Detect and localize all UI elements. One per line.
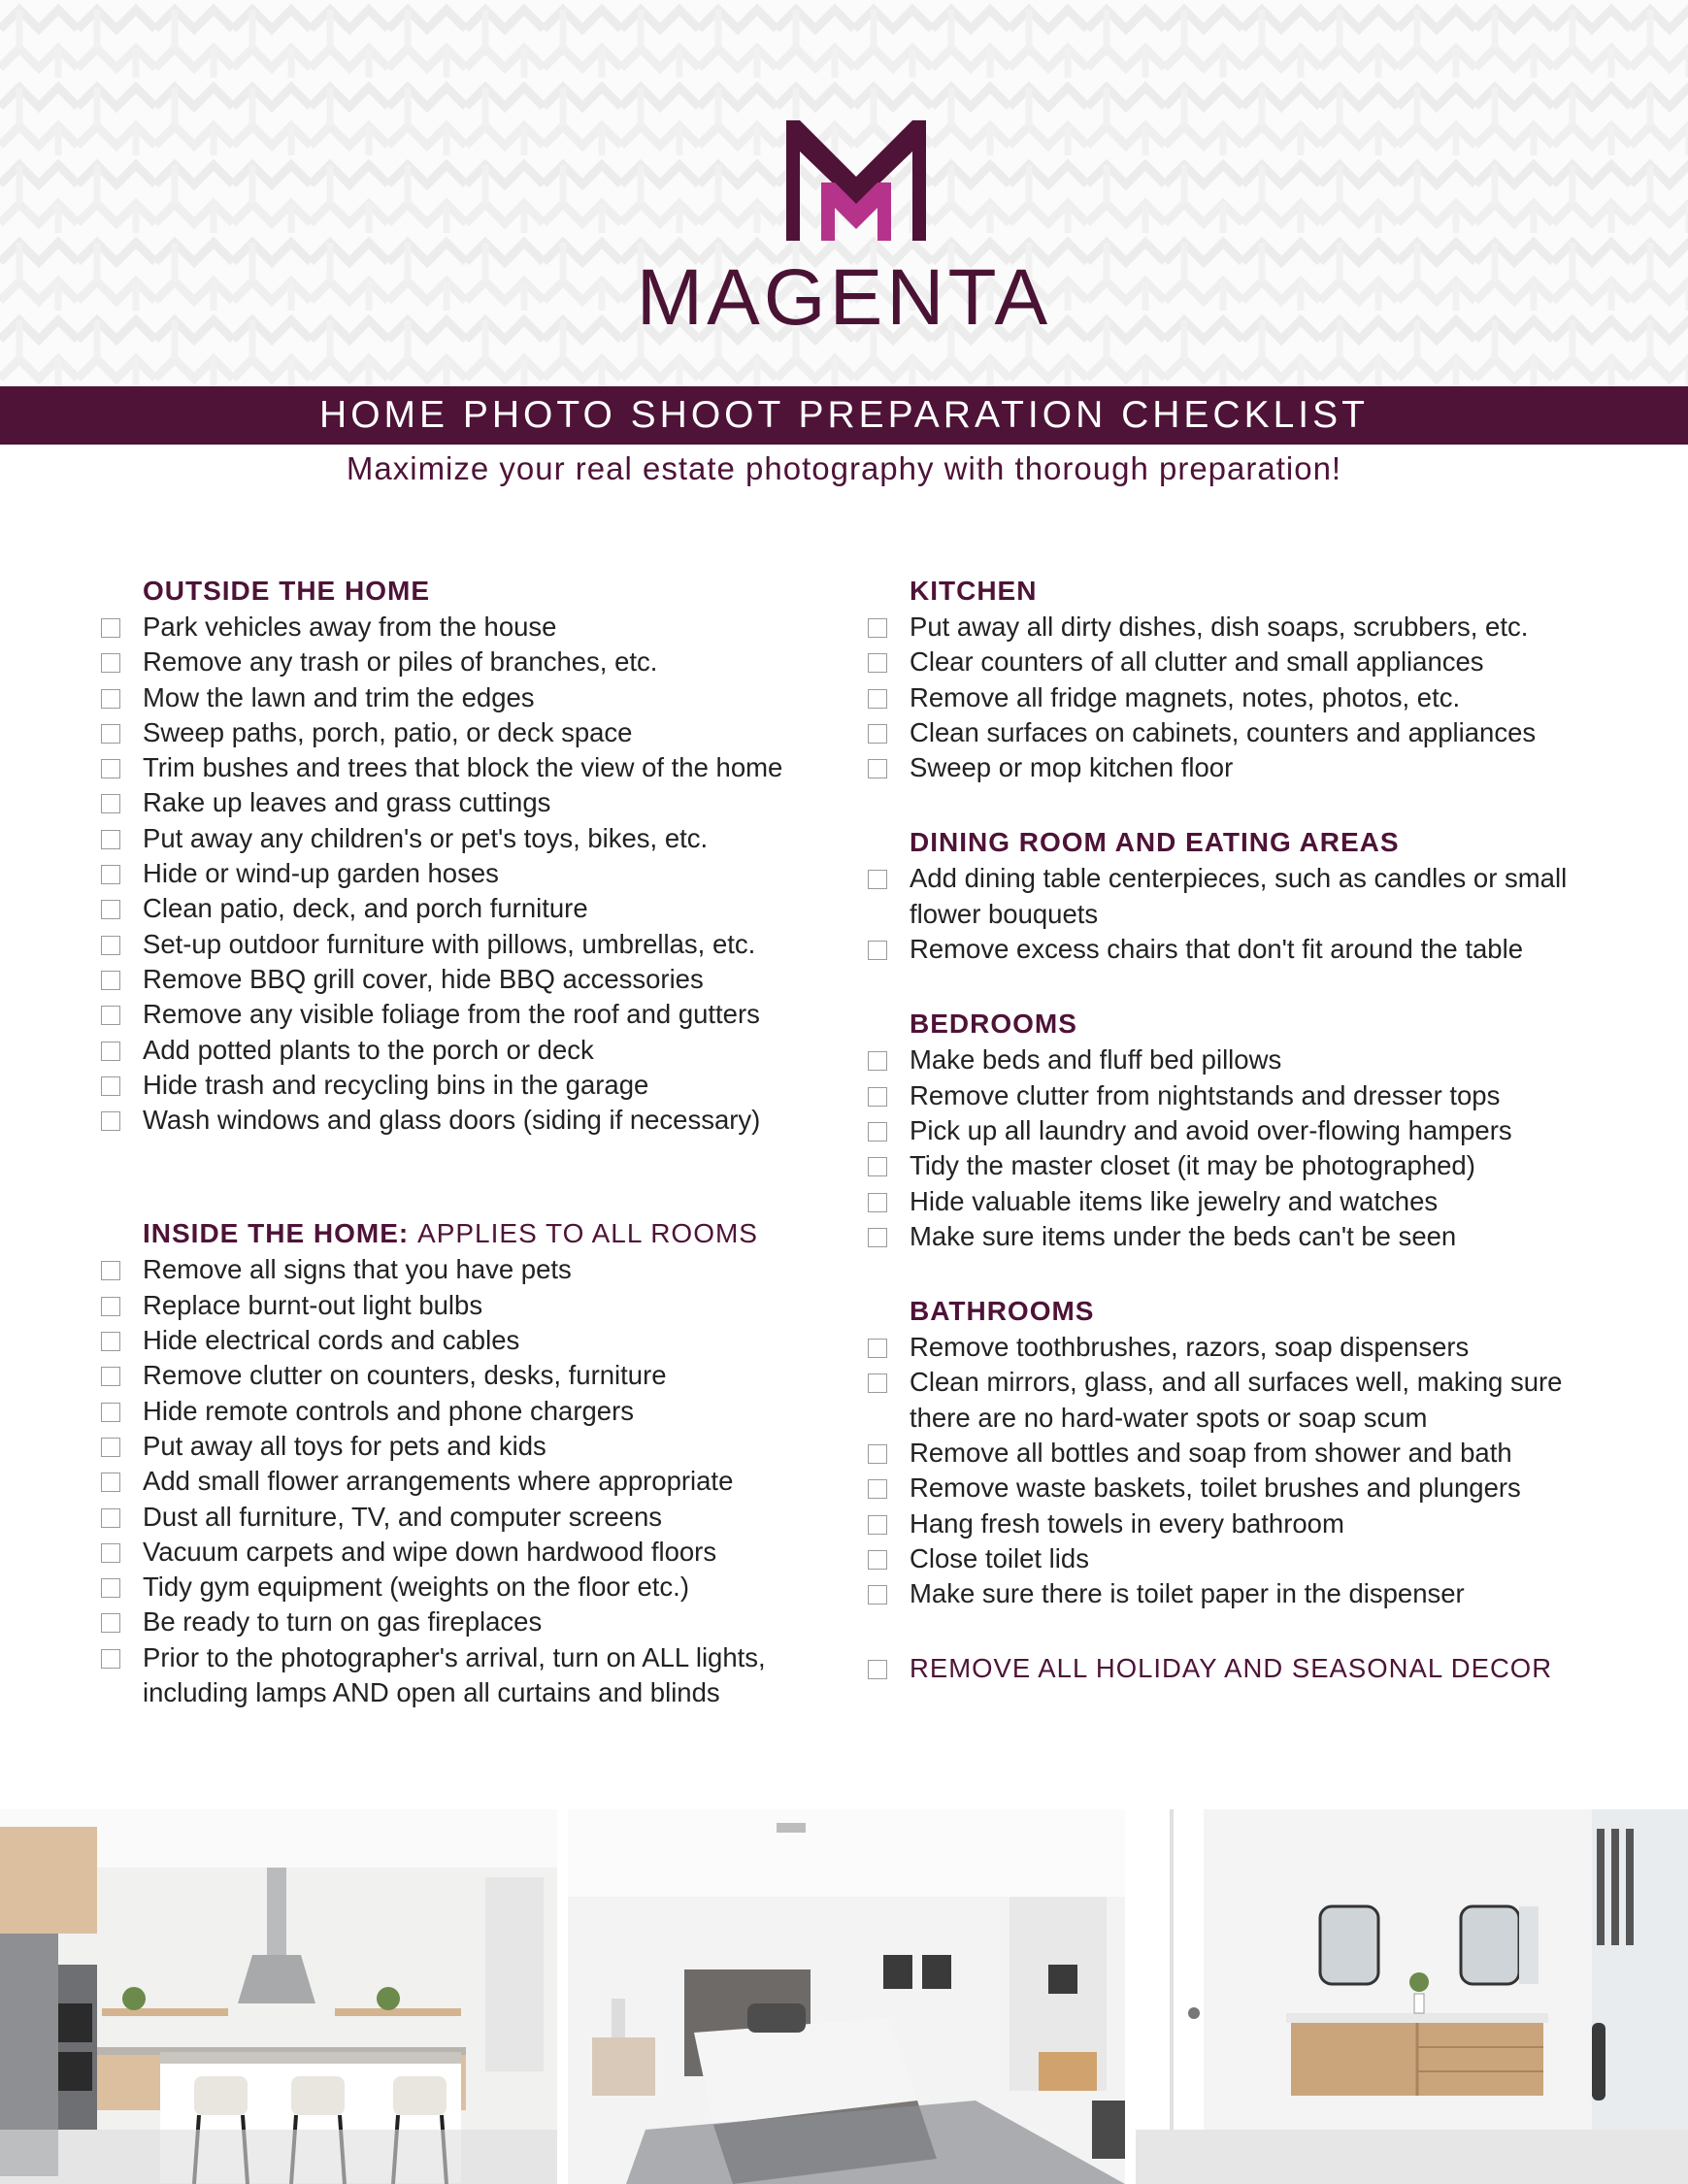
list-item — [101, 1394, 839, 1429]
checkbox[interactable] — [101, 1261, 120, 1280]
checkbox[interactable] — [101, 865, 120, 884]
checkbox[interactable] — [101, 1649, 120, 1669]
checkbox[interactable] — [868, 1373, 887, 1393]
checkbox[interactable] — [101, 1006, 120, 1025]
section-bathrooms — [868, 1293, 1605, 1611]
checkbox[interactable] — [868, 1660, 887, 1679]
checkbox[interactable] — [868, 1051, 887, 1071]
checkbox[interactable] — [101, 1367, 120, 1386]
item-label: Make beds and fluff bed pillows — [910, 1044, 1282, 1075]
item-label: Remove clutter from nightstands and dresser tops — [910, 1079, 1501, 1110]
checkbox[interactable] — [868, 1122, 887, 1142]
checkbox[interactable] — [868, 653, 887, 673]
item-label: Remove clutter on counters, desks, furniture — [143, 1360, 667, 1391]
checkbox[interactable] — [101, 724, 120, 744]
item-label: Put away any children's or pet's toys, bikes, etc. — [143, 822, 709, 853]
bedroom-photo — [568, 1809, 1125, 2184]
item-label: Put away all dirty dishes, dish soaps, scrubbers, etc. — [910, 612, 1529, 642]
item-label: Vacuum carpets and wipe down hardwood floors — [143, 1536, 717, 1567]
checkbox[interactable] — [101, 618, 120, 638]
list-item — [868, 1365, 1605, 1436]
item-label: Remove all signs that you have pets — [143, 1254, 572, 1285]
list-item — [868, 1506, 1605, 1541]
list-item — [868, 1148, 1605, 1183]
item-label: Replace burnt-out light bulbs — [143, 1289, 483, 1320]
holiday-decor-label: REMOVE ALL HOLIDAY AND SEASONAL DECOR — [910, 1652, 1553, 1683]
item-label: Remove excess chairs that don't fit around the table — [910, 934, 1523, 965]
spacer — [868, 785, 1605, 824]
list-item — [868, 645, 1605, 679]
list-item — [101, 750, 839, 785]
item-label: Hide remote controls and phone chargers — [143, 1395, 634, 1426]
list-item — [101, 1252, 839, 1287]
list-item — [101, 927, 839, 962]
list-item — [868, 1113, 1605, 1148]
item-label: Wash windows and glass doors (siding if necessary) — [143, 1105, 761, 1136]
kitchen-photo — [0, 1809, 557, 2184]
item-label: Mow the lawn and trim the edges — [143, 681, 535, 712]
checklist-kitchen — [868, 610, 1605, 785]
list-item — [868, 932, 1605, 967]
checkbox[interactable] — [868, 618, 887, 638]
item-label: Remove BBQ grill cover, hide BBQ accessories — [143, 963, 704, 994]
item-label: Make sure there is toilet paper in the dispenser — [910, 1578, 1465, 1609]
page-title: HOME PHOTO SHOOT PREPARATION CHECKLIST — [319, 394, 1369, 436]
section-title-bathrooms: BATHROOMS — [910, 1296, 1095, 1327]
list-item — [101, 1323, 839, 1358]
item-label: Sweep paths, porch, patio, or deck space — [143, 716, 633, 747]
section-title-outside: OUTSIDE THE HOME — [143, 576, 431, 606]
checkbox[interactable] — [101, 1578, 120, 1598]
item-label: Hide electrical cords and cables — [143, 1325, 520, 1356]
list-item — [101, 962, 839, 997]
section-title-dining: DINING ROOM AND EATING AREAS — [910, 827, 1400, 858]
right-column — [868, 573, 1605, 1686]
checkbox[interactable] — [868, 689, 887, 709]
checkbox[interactable] — [101, 936, 120, 955]
checkbox[interactable] — [101, 653, 120, 673]
checkbox[interactable] — [868, 1444, 887, 1464]
item-label: Prior to the photographer's arrival, turn on ALL lights, including lamps AND open all curtains and blinds — [143, 1641, 766, 1708]
section-title-bedrooms: BEDROOMS — [910, 1009, 1077, 1040]
list-item — [101, 856, 839, 891]
checkbox[interactable] — [868, 870, 887, 889]
list-item — [101, 821, 839, 856]
spacer — [101, 1138, 839, 1215]
item-label: Put away all toys for pets and kids — [143, 1430, 546, 1461]
item-label: Tidy the master closet (it may be photographed) — [910, 1150, 1475, 1181]
list-item — [101, 1570, 839, 1605]
list-item — [101, 1429, 839, 1464]
list-item — [868, 750, 1605, 785]
checkbox[interactable] — [101, 1543, 120, 1563]
brand-name: MAGENTA — [636, 253, 1052, 342]
list-item — [101, 997, 839, 1032]
checkbox[interactable] — [868, 1087, 887, 1107]
checkbox[interactable] — [101, 1403, 120, 1422]
spacer — [868, 1254, 1605, 1293]
page-subtitle: Maximize your real estate photography with thorough preparation! — [346, 450, 1342, 486]
list-item — [101, 1358, 839, 1393]
checkbox[interactable] — [101, 1111, 120, 1131]
item-label: Be ready to turn on gas fireplaces — [143, 1606, 543, 1638]
item-label: Close toilet lids — [910, 1542, 1089, 1573]
checklist-bedrooms — [868, 1042, 1605, 1254]
checkbox[interactable] — [101, 794, 120, 813]
section-kitchen — [868, 573, 1605, 785]
item-label: Clear counters of all clutter and small appliances — [910, 646, 1484, 678]
list-item — [101, 1605, 839, 1639]
checkbox[interactable] — [868, 941, 887, 960]
item-label: Remove any visible foliage from the roof and gutters — [143, 999, 760, 1030]
list-item — [101, 1068, 839, 1103]
holiday-decor-item — [868, 1651, 1605, 1686]
list-item — [868, 861, 1605, 932]
list-item — [868, 1576, 1605, 1611]
item-label: Remove all bottles and soap from shower and bath — [910, 1438, 1512, 1469]
spacer — [868, 967, 1605, 1006]
checkbox[interactable] — [101, 1613, 120, 1633]
item-label: Trim bushes and trees that block the view of the home — [143, 752, 783, 783]
checkbox[interactable] — [101, 1076, 120, 1096]
checkbox[interactable] — [868, 1228, 887, 1247]
list-item — [101, 891, 839, 926]
item-label: Sweep or mop kitchen floor — [910, 752, 1234, 783]
section-dining — [868, 824, 1605, 967]
item-label: Rake up leaves and grass cuttings — [143, 787, 551, 818]
item-label: Add dining table centerpieces, such as candles or small flower bouquets — [910, 863, 1568, 929]
list-item — [868, 1436, 1605, 1471]
item-label: Hide or wind-up garden hoses — [143, 858, 499, 889]
list-item — [868, 1184, 1605, 1219]
list-item — [101, 610, 839, 645]
checkbox[interactable] — [101, 1473, 120, 1492]
title-band — [0, 386, 1688, 445]
checkbox[interactable] — [868, 759, 887, 778]
bathroom-photo — [1136, 1809, 1688, 2184]
checkbox[interactable] — [101, 1508, 120, 1528]
list-item — [101, 645, 839, 679]
section-inside — [101, 1215, 839, 1710]
list-item — [101, 1033, 839, 1068]
checkbox[interactable] — [101, 1438, 120, 1457]
mm-monogram-icon — [786, 120, 926, 241]
list-item — [868, 1471, 1605, 1506]
item-label: Hang fresh towels in every bathroom — [910, 1507, 1344, 1539]
list-item — [868, 1330, 1605, 1365]
checkbox[interactable] — [101, 759, 120, 778]
list-item — [101, 1288, 839, 1323]
section-title-inside — [101, 1215, 839, 1252]
checklist-outside — [101, 610, 839, 1138]
item-label: Hide trash and recycling bins in the garage — [143, 1069, 649, 1100]
list-item — [101, 715, 839, 750]
list-item — [868, 610, 1605, 645]
item-label: Add small flower arrangements where appropriate — [143, 1466, 734, 1497]
checkbox[interactable] — [868, 1515, 887, 1535]
checkbox[interactable] — [101, 1332, 120, 1351]
checkbox[interactable] — [868, 1585, 887, 1605]
left-column — [101, 573, 839, 1710]
list-item — [101, 785, 839, 820]
checkbox[interactable] — [101, 900, 120, 919]
item-label: Clean surfaces on cabinets, counters and appliances — [910, 716, 1537, 747]
checkbox[interactable] — [868, 1193, 887, 1212]
list-item — [101, 1500, 839, 1535]
section-title-inside-light: APPLIES TO ALL ROOMS — [417, 1218, 758, 1249]
item-label: Clean mirrors, glass, and all surfaces well, making sure there are no hard-water spots or soap scum — [910, 1367, 1563, 1433]
item-label: Tidy gym equipment (weights on the floor etc.) — [143, 1572, 689, 1603]
item-label: Remove toothbrushes, razors, soap dispensers — [910, 1332, 1470, 1363]
checkbox[interactable] — [101, 830, 120, 849]
checkbox[interactable] — [868, 724, 887, 744]
checkbox[interactable] — [101, 1042, 120, 1061]
item-label: Hide valuable items like jewelry and watches — [910, 1185, 1439, 1216]
spacer — [868, 1612, 1605, 1651]
list-item — [101, 1640, 839, 1711]
section-outside — [101, 573, 839, 1138]
list-item — [868, 1042, 1605, 1077]
list-item — [101, 1464, 839, 1499]
item-label: Remove any trash or piles of branches, etc. — [143, 646, 658, 678]
list-item — [101, 1103, 839, 1138]
checkbox[interactable] — [101, 1297, 120, 1316]
item-label: Park vehicles away from the house — [143, 612, 557, 642]
list-item — [868, 1541, 1605, 1576]
list-item — [868, 1219, 1605, 1254]
item-label: Make sure items under the beds can't be seen — [910, 1220, 1457, 1251]
checkbox[interactable] — [101, 971, 120, 990]
checkbox[interactable] — [101, 689, 120, 709]
list-item — [868, 680, 1605, 715]
item-label: Clean patio, deck, and porch furniture — [143, 893, 588, 924]
item-label: Remove waste baskets, toilet brushes and plungers — [910, 1473, 1521, 1504]
checkbox[interactable] — [868, 1157, 887, 1176]
item-label: Dust all furniture, TV, and computer screens — [143, 1501, 662, 1532]
list-item — [868, 715, 1605, 750]
checkbox[interactable] — [868, 1339, 887, 1358]
checkbox[interactable] — [868, 1550, 887, 1570]
section-title-kitchen: KITCHEN — [910, 576, 1038, 606]
item-label: Add potted plants to the porch or deck — [143, 1034, 594, 1065]
item-label: Set-up outdoor furniture with pillows, umbrellas, etc. — [143, 928, 756, 959]
list-item — [101, 1535, 839, 1570]
checklist-inside — [101, 1252, 839, 1710]
checkbox[interactable] — [868, 1479, 887, 1499]
item-label: Pick up all laundry and avoid over-flowing hampers — [910, 1114, 1512, 1145]
list-item — [101, 680, 839, 715]
section-bedrooms — [868, 1006, 1605, 1254]
item-label: Remove all fridge magnets, notes, photos, etc. — [910, 681, 1461, 712]
checklist-dining — [868, 861, 1605, 967]
checklist-bathrooms — [868, 1330, 1605, 1611]
section-title-inside-bold: INSIDE THE HOME: — [143, 1218, 410, 1249]
list-item — [868, 1078, 1605, 1113]
